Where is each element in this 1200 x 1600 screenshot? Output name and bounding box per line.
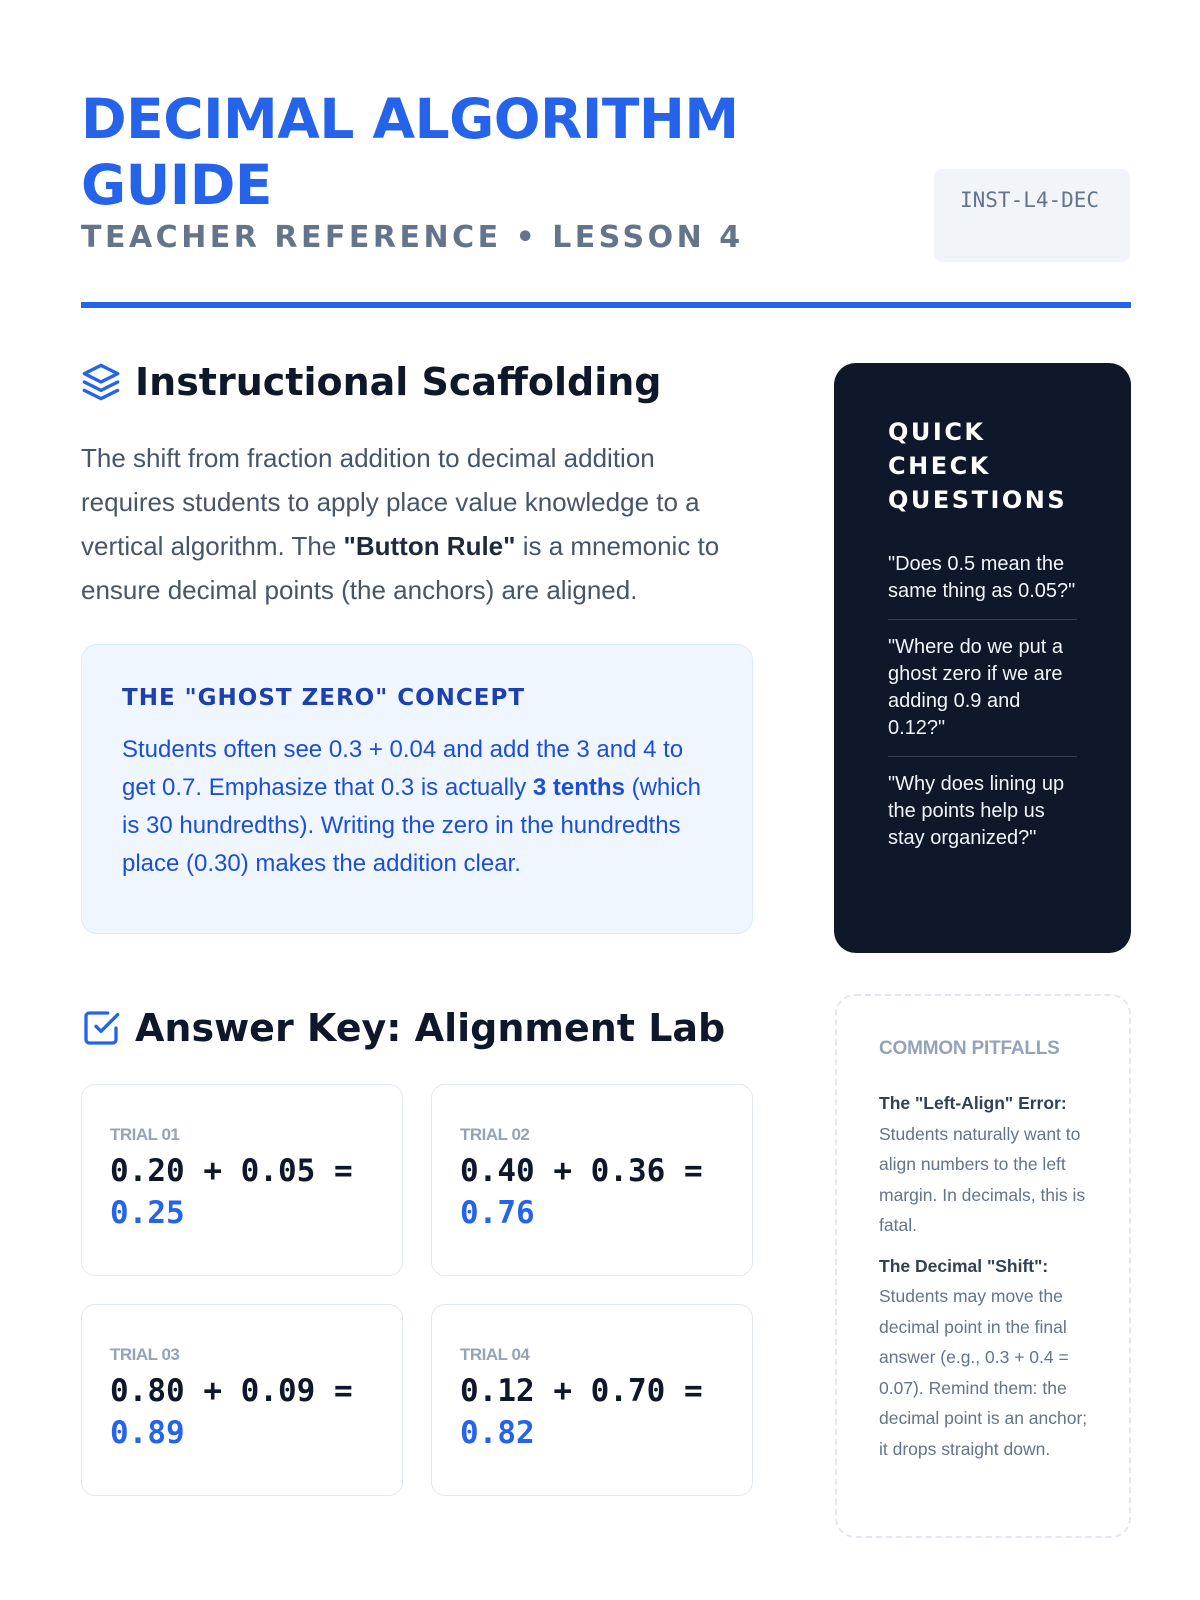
trial-answer: 0.25 (110, 1195, 185, 1231)
quick-check-heading: QUICK CHECK QUESTIONS (888, 418, 1068, 514)
trial-equation: 0.12 + 0.70 = (460, 1373, 703, 1409)
header-divider (81, 302, 1131, 308)
pitfall-item (879, 1251, 1089, 1465)
trial-card (431, 1304, 753, 1496)
trial-card (431, 1084, 753, 1276)
pitfall-text: Students may move the decimal point in the final answer (e.g., 0.3 + 0.4 = 0.07). Remind them: the decimal point is an anchor; it drops straight down. (879, 1286, 1088, 1459)
pitfall-item (879, 1088, 1089, 1241)
intro-text-2: is a mnemonic to ensure decimal points (the anchors) are aligned. (81, 531, 720, 605)
intro-text-1: The shift from fraction addition to decimal addition requires students to apply place value knowledge to a vertical algorithm. The (81, 443, 700, 561)
pitfalls-heading: COMMON PITFALLS (879, 1038, 1060, 1059)
trial-answer: 0.76 (460, 1195, 535, 1231)
ghost-zero-callout (81, 644, 753, 934)
trial-equation: 0.20 + 0.05 = (110, 1153, 353, 1189)
scaffolding-section-header (81, 360, 753, 404)
page-title: DECIMAL ALGORITHM GUIDE (81, 87, 739, 217)
trial-label: TRIAL 04 (460, 1345, 530, 1364)
trial-equation: 0.80 + 0.09 = (110, 1373, 353, 1409)
pitfall-title: The Decimal "Shift": (879, 1255, 1049, 1276)
scaffolding-intro (81, 436, 753, 612)
document-code-badge: INST-L4-DEC (934, 169, 1130, 262)
trial-label: TRIAL 01 (110, 1125, 180, 1144)
trial-card (81, 1304, 403, 1496)
page-subtitle: TEACHER REFERENCE • LESSON 4 (81, 220, 744, 255)
ghost-emphasis: 3 tenths (532, 774, 625, 801)
button-rule-term: "Button Rule" (343, 531, 516, 561)
trial-answer: 0.82 (460, 1415, 535, 1451)
quick-check-question: "Why does lining up the points help us stay organized?" (888, 773, 1065, 849)
ghost-text-2: (which is 30 hundredths). Writing the zero in the hundredths place (0.30) makes the addition clear. (122, 774, 701, 877)
main-column (81, 360, 753, 1496)
trial-label: TRIAL 02 (460, 1125, 530, 1144)
pitfall-title: The "Left-Align" Error: (879, 1093, 1067, 1113)
trial-card (81, 1084, 403, 1276)
quick-check-list (888, 537, 1077, 866)
ghost-zero-text (122, 731, 712, 883)
quick-check-panel (834, 363, 1131, 953)
trial-grid (81, 1084, 753, 1496)
trial-equation: 0.40 + 0.36 = (460, 1153, 703, 1189)
ghost-text-1: Students often see 0.3 + 0.04 and add the 3 and 4 to get 0.7. Emphasize that 0.3 is actually (122, 736, 684, 801)
answer-key-heading: Answer Key: Alignment Lab (135, 1006, 726, 1050)
scaffolding-heading: Instructional Scaffolding (135, 360, 662, 404)
quick-check-question: "Where do we put a ghost zero if we are adding 0.9 and 0.12?" (888, 620, 1077, 757)
answer-key-section-header (81, 1006, 753, 1050)
common-pitfalls-panel (835, 994, 1131, 1538)
layers-icon (81, 362, 121, 402)
quick-check-question: "Does 0.5 mean the same thing as 0.05?" (888, 537, 1077, 620)
pitfall-text: Students naturally want to align numbers to the left margin. In decimals, this is fatal. (879, 1123, 1086, 1235)
ghost-zero-heading: THE "GHOST ZERO" CONCEPT (122, 685, 526, 711)
trial-label: TRIAL 03 (110, 1345, 180, 1364)
checkbox-icon (81, 1008, 121, 1048)
trial-answer: 0.89 (110, 1415, 185, 1451)
